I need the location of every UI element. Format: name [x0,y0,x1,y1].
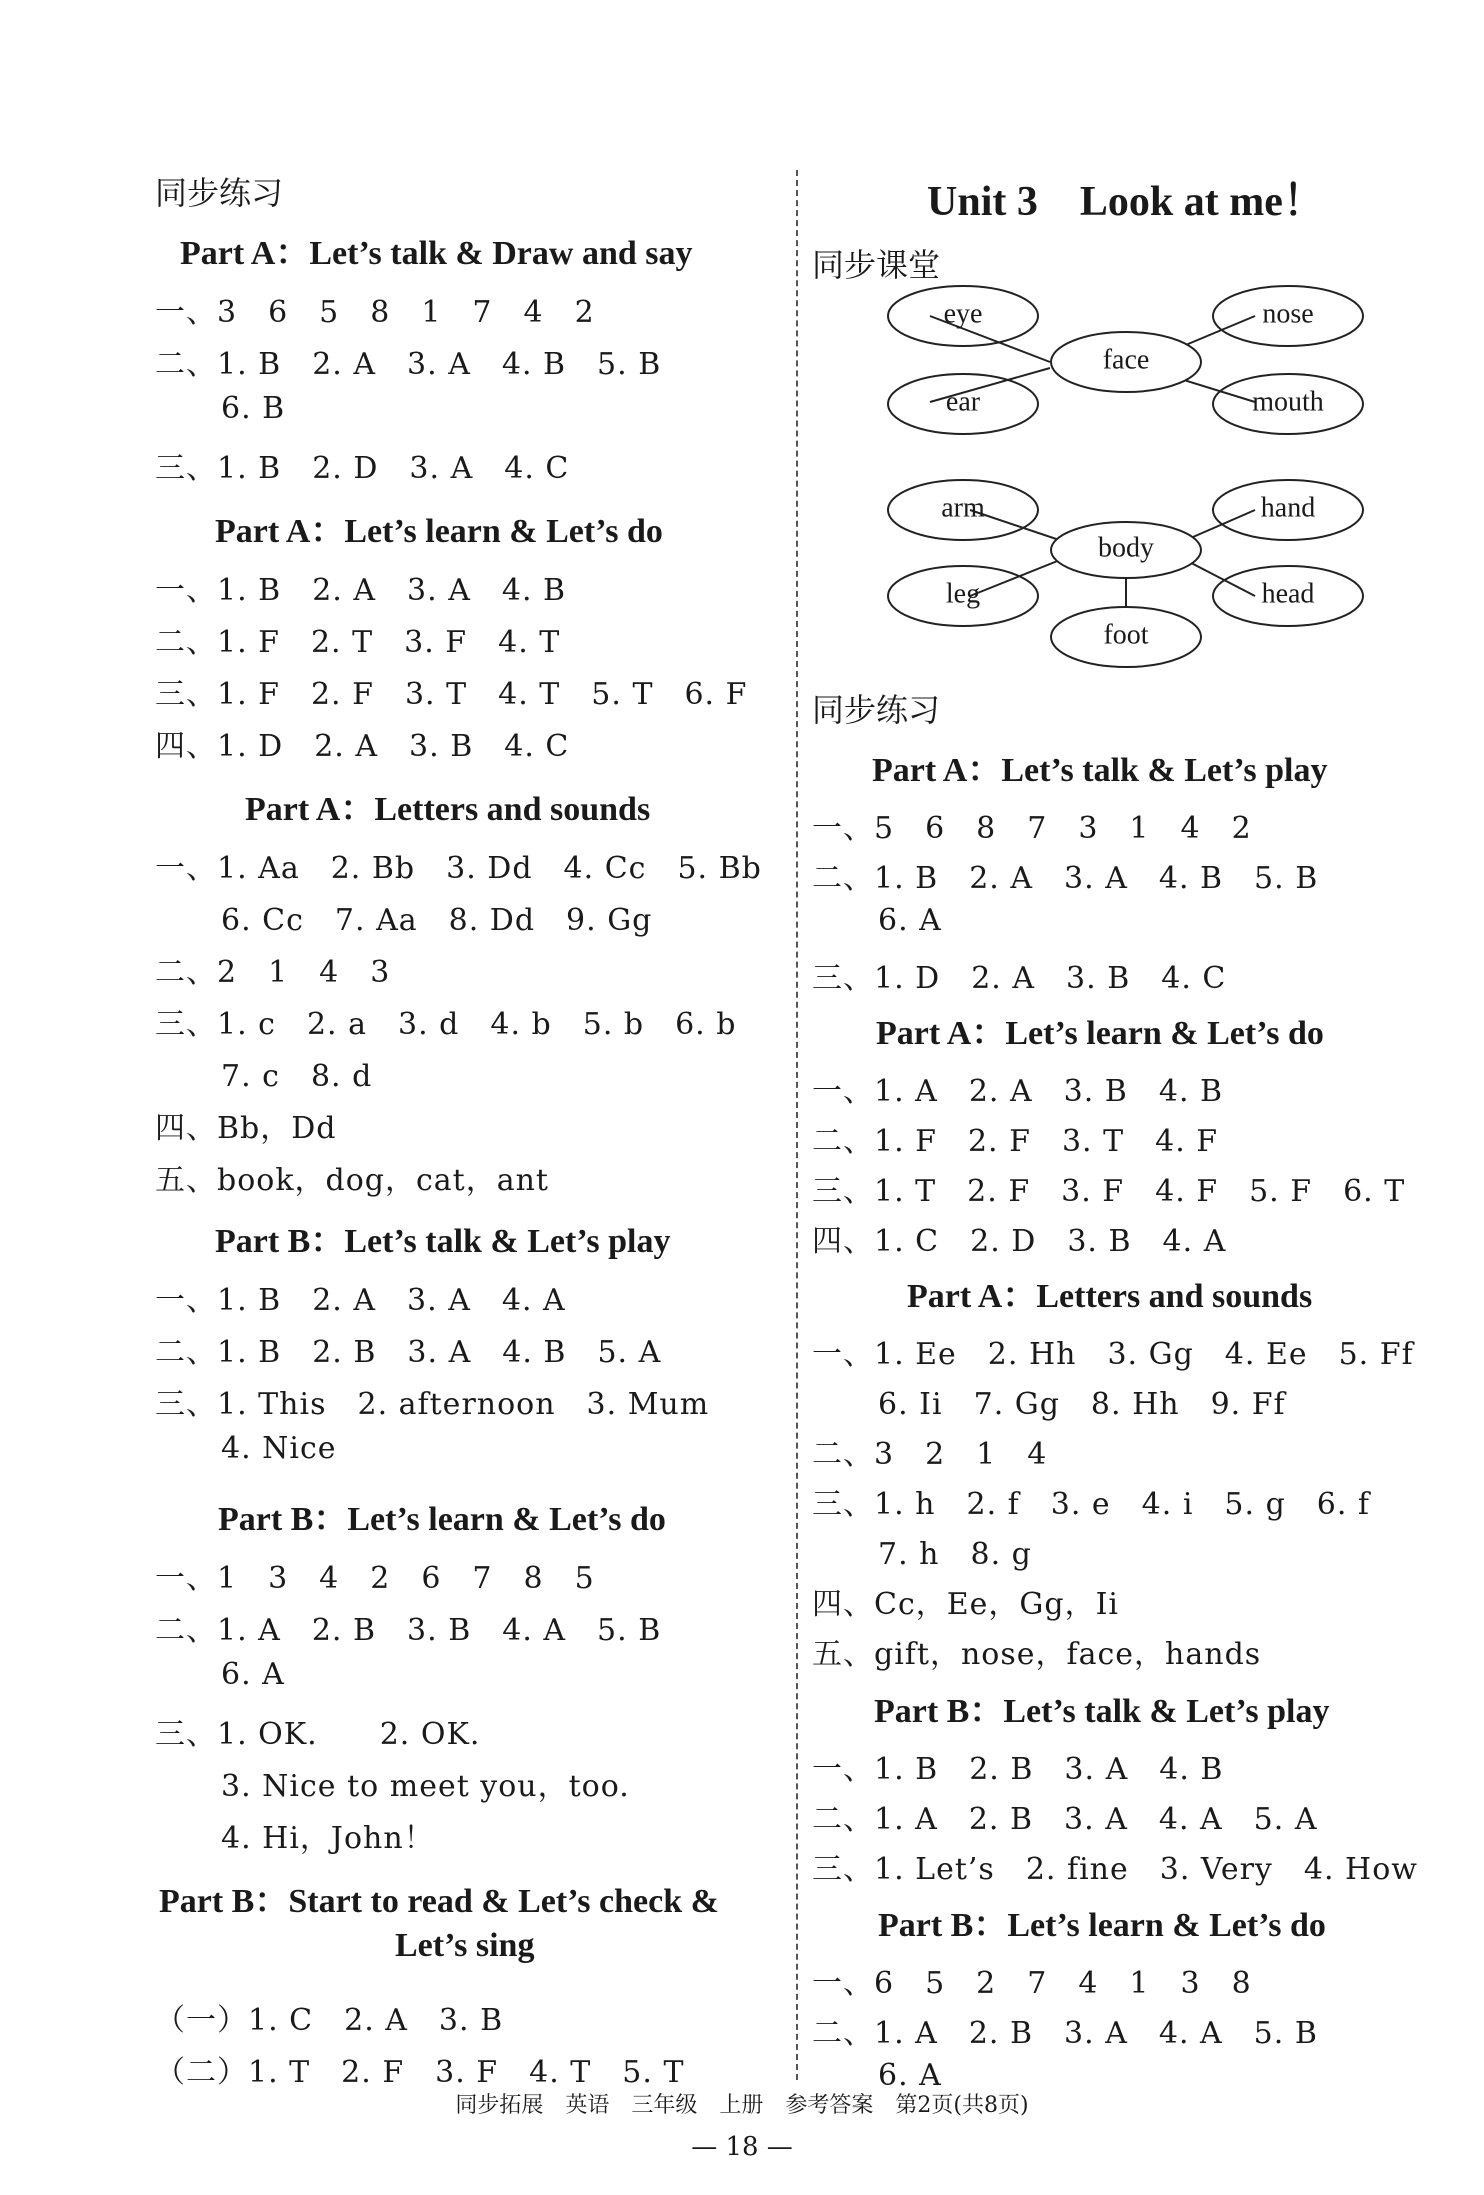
part-title: Part A：Letters and sounds [907,1278,1313,1315]
answer-line: 三、1. T 2. F 3. F 4. F 5. F 6. T [812,1174,1406,1209]
column-divider [796,170,798,2080]
answer-line: 三、1. F 2. F 3. T 4. T 5. T 6. F [155,677,748,712]
answer-line: 一、3 6 5 8 1 7 4 2 [155,295,595,330]
answer-line: 6. A [878,2058,942,2093]
mindmap-node-ear [888,374,1038,434]
mindmap-center-face [1051,332,1201,392]
svg-text:ear: ear [945,386,981,418]
svg-text:mouth: mouth [1252,386,1324,418]
answer-line: 7. h 8. g [878,1537,1032,1572]
page-number: — 18 — [691,2132,793,2162]
svg-text:leg: leg [945,578,981,610]
answer-line: 6. A [878,903,942,938]
answer-line: 三、1. OK. 2. OK. [155,1717,481,1752]
mindmap-node-eye [888,286,1038,346]
part-title: Part B：Let’s learn & Let’s do [878,1907,1326,1944]
answer-line: 五、gift，nose，face，hands [812,1637,1262,1672]
answer-line: 一、6 5 2 7 4 1 3 8 [812,1966,1252,2001]
answer-line: 三、1. This 2. afternoon 3. Mum [155,1387,710,1422]
answer-line: 3. Nice to meet you，too. [221,1769,630,1804]
mindmap-node-nose [1213,286,1363,346]
part-title: Part B：Let’s talk & Let’s play [874,1693,1330,1730]
part-title: Part A：Let’s learn & Let’s do [215,513,663,550]
mindmap-node-foot [1051,607,1201,667]
answer-line: 4. Hi，John！ [221,1821,435,1856]
answer-line: 一、1. Aa 2. Bb 3. Dd 4. Cc 5. Bb [155,851,762,886]
svg-text:head: head [1261,578,1315,610]
answer-line: 7. c 8. d [221,1059,373,1094]
svg-text:arm: arm [941,492,985,524]
answer-line: 一、1 3 4 2 6 7 8 5 [155,1561,595,1596]
answer-line: 6. B [221,391,286,426]
svg-text:foot: foot [1103,619,1149,651]
mind-maps [860,280,1380,680]
part-title: Part A：Let’s learn & Let’s do [876,1015,1324,1052]
answer-line: 三、1. h 2. f 3. e 4. i 5. g 6. f [812,1487,1371,1522]
answer-line: （二）1. T 2. F 3. F 4. T 5. T [155,2055,685,2090]
answer-line: 一、1. Ee 2. Hh 3. Gg 4. Ee 5. Ff [812,1337,1414,1372]
svg-text:nose: nose [1262,298,1314,330]
part-title: Part B：Start to read & Let’s check & [159,1883,719,1920]
answer-line: （一）1. C 2. A 3. B [155,2003,504,2038]
part-title: Part A：Let’s talk & Draw and say [180,235,693,272]
answer-line: 三、1. B 2. D 3. A 4. C [155,451,570,486]
answer-line: 一、5 6 8 7 3 1 4 2 [812,811,1252,846]
classroom-title: 同步课堂 [812,246,941,284]
unit-title: Unit 3 Look at me！ [927,179,1325,225]
mindmap-node-hand [1213,480,1363,540]
svg-text:eye: eye [943,298,983,330]
mindmap-center-body [1051,522,1201,578]
answer-line: 三、1. Let’s 2. fine 3. Very 4. How [812,1852,1418,1887]
section-title: 同步练习 [155,174,284,212]
answer-line: 二、1. F 2. F 3. T 4. F [812,1124,1219,1159]
answer-line: 二、1. A 2. B 3. B 4. A 5. B [155,1613,662,1648]
answer-line: 一、1. A 2. A 3. B 4. B [812,1074,1224,1109]
part-title: Part B：Let’s learn & Let’s do [218,1501,666,1538]
answer-line: 四、Cc，Ee，Gg，Ii [812,1587,1120,1622]
svg-text:hand: hand [1260,492,1316,524]
mindmap-node-arm [888,480,1038,540]
answer-line: 二、1. B 2. A 3. A 4. B 5. B [812,861,1319,896]
answer-line: 二、2 1 4 3 [155,955,391,990]
answer-line: 二、1. F 2. T 3. F 4. T [155,625,561,660]
section-title: 同步练习 [812,691,941,729]
answer-line: 四、Bb，Dd [155,1111,337,1146]
answer-line: 一、1. B 2. B 3. A 4. B [812,1752,1224,1787]
svg-text:face: face [1102,344,1150,376]
svg-text:body: body [1098,532,1154,564]
mindmap-node-mouth [1213,374,1363,434]
mindmap-node-head [1213,566,1363,626]
page-footer: 同步拓展 英语 三年级 上册 参考答案 第2页(共8页) [455,2093,1029,2118]
answer-line: 6. Ii 7. Gg 8. Hh 9. Ff [878,1387,1286,1422]
answer-line: 四、1. C 2. D 3. B 4. A [812,1224,1227,1259]
answer-line: 4. Nice [221,1431,337,1466]
part-title: Part A：Let’s talk & Let’s play [872,752,1328,789]
answer-line: 一、1. B 2. A 3. A 4. B [155,573,567,608]
answer-line: 三、1. c 2. a 3. d 4. b 5. b 6. b [155,1007,737,1042]
part-title: Part A：Letters and sounds [245,791,651,828]
part-title: Part B：Let’s talk & Let’s play [215,1223,671,1260]
answer-line: 五、book，dog，cat，ant [155,1163,549,1198]
answer-line: 四、1. D 2. A 3. B 4. C [155,729,570,764]
answer-line: 6. Cc 7. Aa 8. Dd 9. Gg [221,903,653,938]
mindmap-node-leg [888,566,1038,626]
answer-line: 二、1. B 2. B 3. A 4. B 5. A [155,1335,662,1370]
answer-line: 二、3 2 1 4 [812,1437,1048,1472]
answer-line: 二、1. A 2. B 3. A 4. A 5. A [812,1802,1318,1837]
answer-line: 三、1. D 2. A 3. B 4. C [812,961,1227,996]
answer-line: 6. A [221,1657,285,1692]
answer-line: 二、1. B 2. A 3. A 4. B 5. B [155,347,662,382]
part-title-continued: Let’s sing [395,1927,535,1964]
answer-line: 一、1. B 2. A 3. A 4. A [155,1283,566,1318]
answer-line: 二、1. A 2. B 3. A 4. A 5. B [812,2016,1318,2051]
